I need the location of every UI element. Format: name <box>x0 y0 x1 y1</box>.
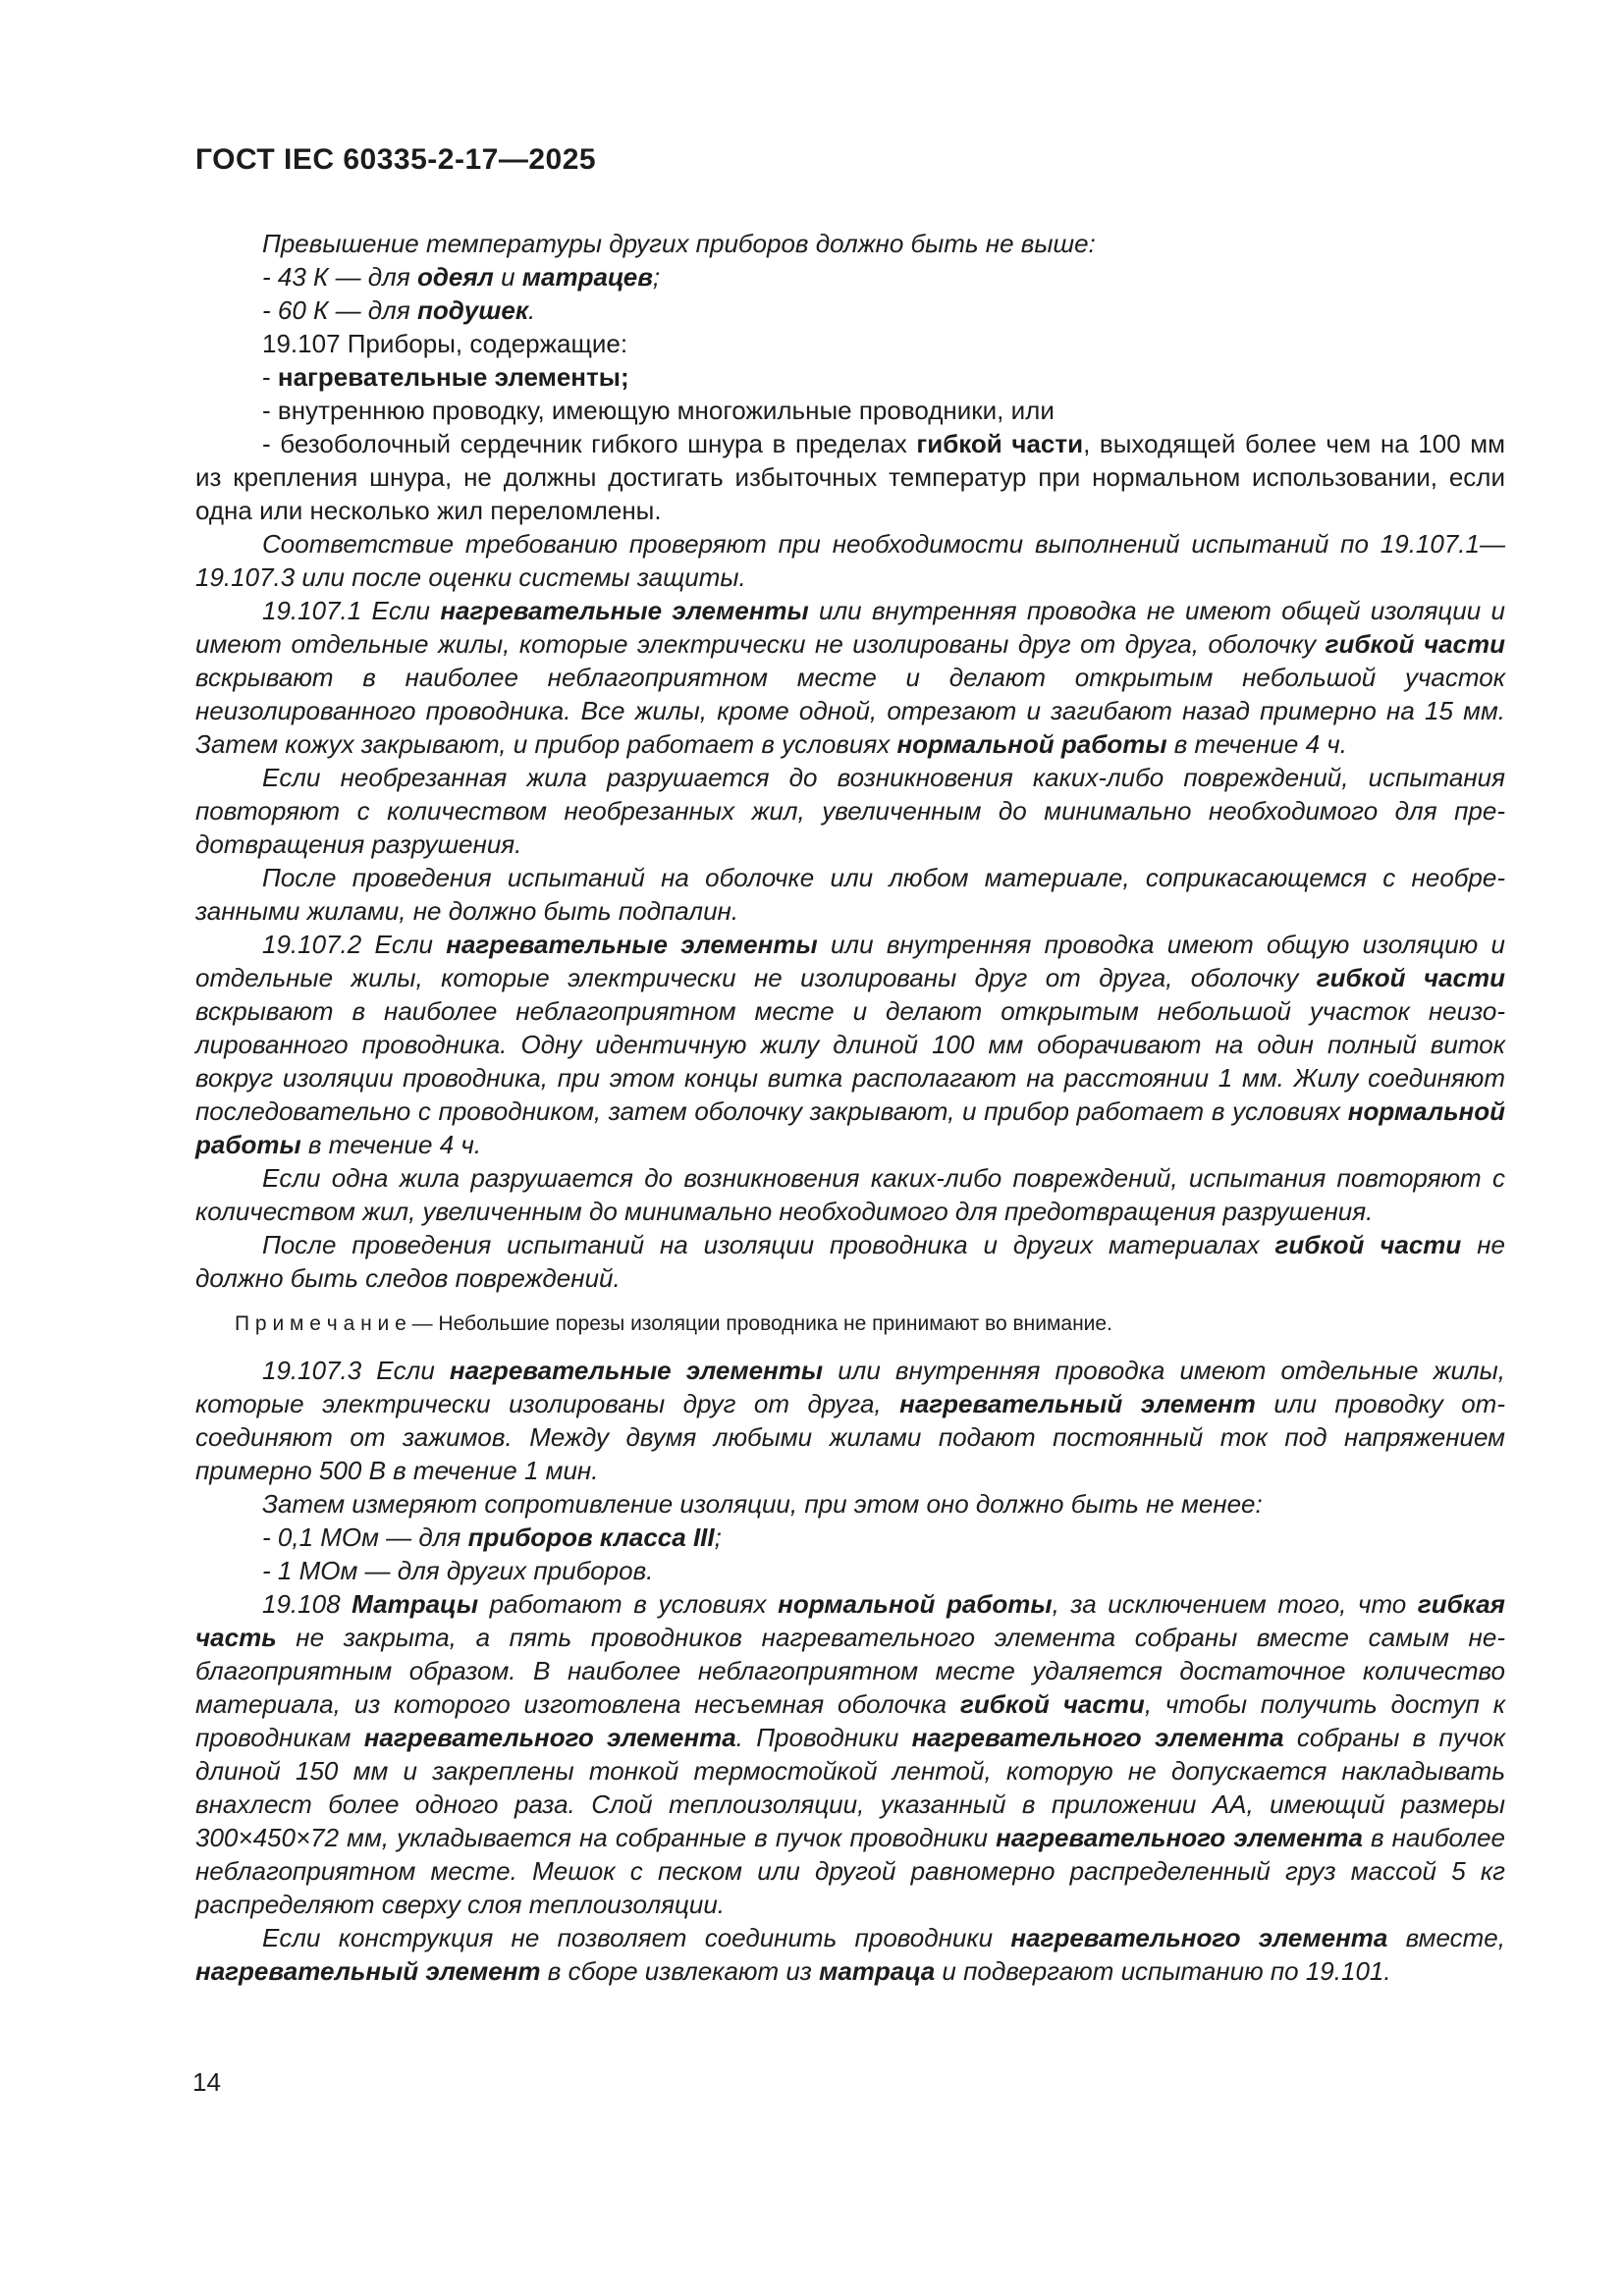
list-item-internal-wiring <box>195 394 1505 427</box>
text-run: не закрыта, а пять проводников нагревательного элемента собраны вместе самым неблагоприятным образом. В наиболее неблагоприятном месте удаляется достаточное количество материала, из которого изготовлена несъемная оболочка <box>195 1623 1505 1719</box>
text-run: в сборе извлекают из <box>540 1956 820 1986</box>
text-run: 19.107.1 Если <box>262 596 441 625</box>
emphasized-term: нагревательные элементы <box>449 1356 824 1385</box>
text-run: , за исключением того, что <box>1052 1589 1418 1619</box>
clause-19-107-2 <box>195 928 1505 1161</box>
list-item-1-mohm <box>195 1554 1505 1587</box>
emphasized-term: гибкой части <box>1325 629 1505 659</box>
emphasized-term: приборов класса III <box>467 1522 715 1552</box>
clause-19-107-3 <box>195 1354 1505 1487</box>
list-item-43k <box>195 260 1505 294</box>
insulation-resistance-paragraph <box>195 1487 1505 1521</box>
clause-19-107-1 <box>195 594 1505 761</box>
final-paragraph <box>195 1921 1505 1988</box>
text-run: 19.108 <box>262 1589 352 1619</box>
text-run: Если конструкция не позволяет соединить проводники <box>262 1923 1011 1952</box>
emphasized-term: нагревательные элементы <box>440 596 809 625</box>
text-run: Затем измеряют сопротивление изоляции, при этом оно должно быть не менее: <box>262 1489 1263 1519</box>
text-run: или внутренняя проводка имеют общую изоляцию и отдельные жилы, которые электрически не изолированы друг от друга, оболочку <box>195 930 1505 992</box>
clause-19-108 <box>195 1587 1505 1921</box>
text-run: - безоболочный сердечник гибкого шнура в пределах <box>262 429 917 458</box>
emphasized-term: нормальной работы <box>195 1096 1505 1159</box>
note-paragraph <box>195 1310 1505 1338</box>
text-run: - <box>262 362 278 392</box>
text-run: После проведения испытаний на изоляции проводника и других материалах <box>262 1230 1275 1259</box>
text-run: работают в условиях <box>478 1589 779 1619</box>
document-header: ГОСТ IEC 60335-2-17—2025 <box>195 143 597 176</box>
text-run: или внутренняя проводка не имеют общей изоляции и имеют отдельные жилы, которые электрически не изолированы друг от друга, оболочку <box>195 596 1505 659</box>
text-run: или проводку отсоединяют от зажимов. Между двумя любыми жилами подают постоянный ток под напряжением примерно 500 В в течение 1 мин. <box>195 1389 1505 1485</box>
emphasized-term: нагревательный элемент <box>899 1389 1256 1418</box>
text-run: ; <box>714 1522 722 1552</box>
text-run: и <box>493 262 522 292</box>
emphasized-term: матрацев <box>521 262 653 292</box>
emphasized-term: подушек <box>416 295 529 325</box>
document-body <box>195 227 1505 1988</box>
emphasized-term: нагревательный элемент <box>195 1956 541 1986</box>
text-run: Соответствие требованию проверяют при необходимости выполнений испытаний по 19.107.1—19.107.3 или после оценки системы защиты. <box>195 529 1505 592</box>
list-item-heating-elements <box>195 360 1505 394</box>
text-run: - 60 К — для <box>262 295 417 325</box>
emphasized-term: одеял <box>416 262 494 292</box>
list-item-cord-core <box>195 427 1505 527</box>
after-test-sheath-paragraph <box>195 861 1505 928</box>
text-run: в течение 4 ч. <box>1166 729 1347 759</box>
page-number: 14 <box>192 2067 221 2097</box>
compliance-paragraph <box>195 527 1505 594</box>
text-run: 19.107.3 Если <box>262 1356 450 1385</box>
after-test-insulation-paragraph <box>195 1228 1505 1295</box>
text-run: в наиболее неблагоприятном месте. Мешок с песком или другой равномерно распределенный груз массой 5 кг распределяют сверху слоя теплоизоляции. <box>195 1823 1506 1919</box>
emphasized-term: нагревательного элемента <box>1010 1923 1388 1952</box>
text-run: 19.107.2 Если <box>262 930 447 959</box>
emphasized-term: нагревательные элементы <box>446 930 818 959</box>
text-run: Если одна жила разрушается до возникновения каких-либо повреждений, испытания повторяют с количеством жил, увеличенным до минимально необходимого для предотвращения разрушения. <box>195 1163 1505 1226</box>
emphasized-term: гибкой части <box>960 1689 1145 1719</box>
text-run: не должно быть следов повреждений. <box>195 1230 1505 1293</box>
text-run: . <box>528 295 536 325</box>
emphasized-term: нагревательного элемента <box>996 1823 1363 1852</box>
text-run: После проведения испытаний на оболочке или любом материале, соприкасающемся с необрезанными жилами, не должно быть подпалин. <box>195 863 1505 926</box>
text-run: в течение 4 ч. <box>300 1130 482 1159</box>
emphasized-term: Матрацы <box>352 1589 479 1619</box>
emphasized-term: нагревательного элемента <box>911 1723 1284 1752</box>
list-item-60k <box>195 294 1505 327</box>
text-run: - 43 К — для <box>262 262 417 292</box>
text-run: вместе, <box>1387 1923 1505 1952</box>
text-run: , чтобы получить доступ к проводникам <box>195 1689 1505 1752</box>
clause-19-107 <box>195 327 1505 360</box>
emphasized-term: матраца <box>819 1956 936 1986</box>
text-run: - 0,1 МОм — для <box>262 1522 468 1552</box>
text-run: - внутреннюю проводку, имеющую многожильные проводники, или <box>262 396 1055 425</box>
emphasized-term: нормальной работы <box>896 729 1167 759</box>
text-run: - 1 МОм — для других приборов. <box>262 1556 654 1585</box>
text-run: П р и м е ч а н и е — Небольшие порезы изоляции проводника не принимают во внимание. <box>235 1312 1112 1335</box>
intro-paragraph <box>195 227 1505 260</box>
text-run: вскрывают в наиболее неблагоприятном месте и делают открытым небольшой участок неизолированного проводника. Все жилы, кроме одной, отрезают и загибают назад примерно на 15 мм. Затем кожух закрывают, и прибор работает в условиях <box>195 663 1505 759</box>
text-run: Если необрезанная жила разрушается до возникновения каких-либо повреждений, испытания повторяют с количеством необрезанных жил, увеличенным до минимально необходимого для предотвращения разрушения. <box>195 763 1505 859</box>
text-run: 19.107 Приборы, содержащие: <box>262 329 628 358</box>
emphasized-term: гибкая часть <box>195 1589 1505 1652</box>
text-run: , выходящей более чем на 100 мм из крепления шнура, не должны достигать избыточных температур при нормальном использовании, если одна или несколько жил переломлены. <box>195 429 1505 525</box>
text-run: Превышение температуры других приборов должно быть не выше: <box>262 229 1096 258</box>
emphasized-term: гибкой части <box>1274 1230 1462 1259</box>
text-run: или внутренняя проводка имеют отдельные жилы, которые электрически изолированы друг от друга, <box>195 1356 1505 1418</box>
text-run: собраны в пучок длиной 150 мм и закреплены тонкой термостойкой лентой, которую не допускается накладывать внахлест более одного раза. Слой теплоизоляции, указанный в приложении АА, имеющий размеры 300×450×72 мм, укладывается на собранные в пучок проводники <box>195 1723 1505 1852</box>
text-run: . Проводники <box>735 1723 912 1752</box>
text-run: вскрывают в наиболее неблагоприятном месте и делают открытым небольшой участок неизолированного проводника. Одну идентичную жилу длиной 100 мм оборачивают на один полный виток вокруг изоляции проводника, при этом концы витка располагают на расстоянии 1 мм. Жилу соединяют последовательно с проводником, затем оболочку закрывают, и прибор работает в условиях <box>195 996 1505 1126</box>
uncut-core-paragraph <box>195 761 1505 861</box>
emphasized-term: нормальной работы <box>778 1589 1053 1619</box>
list-item-01-mohm <box>195 1521 1505 1554</box>
text-run: ; <box>652 262 661 292</box>
emphasized-term: нагревательного элемента <box>363 1723 736 1752</box>
text-run: и подвергают испытанию по 19.101. <box>935 1956 1391 1986</box>
emphasized-term: гибкой части <box>916 429 1084 458</box>
one-core-paragraph <box>195 1161 1505 1228</box>
emphasized-term: нагревательные элементы; <box>277 362 629 392</box>
emphasized-term: гибкой части <box>1316 963 1505 992</box>
